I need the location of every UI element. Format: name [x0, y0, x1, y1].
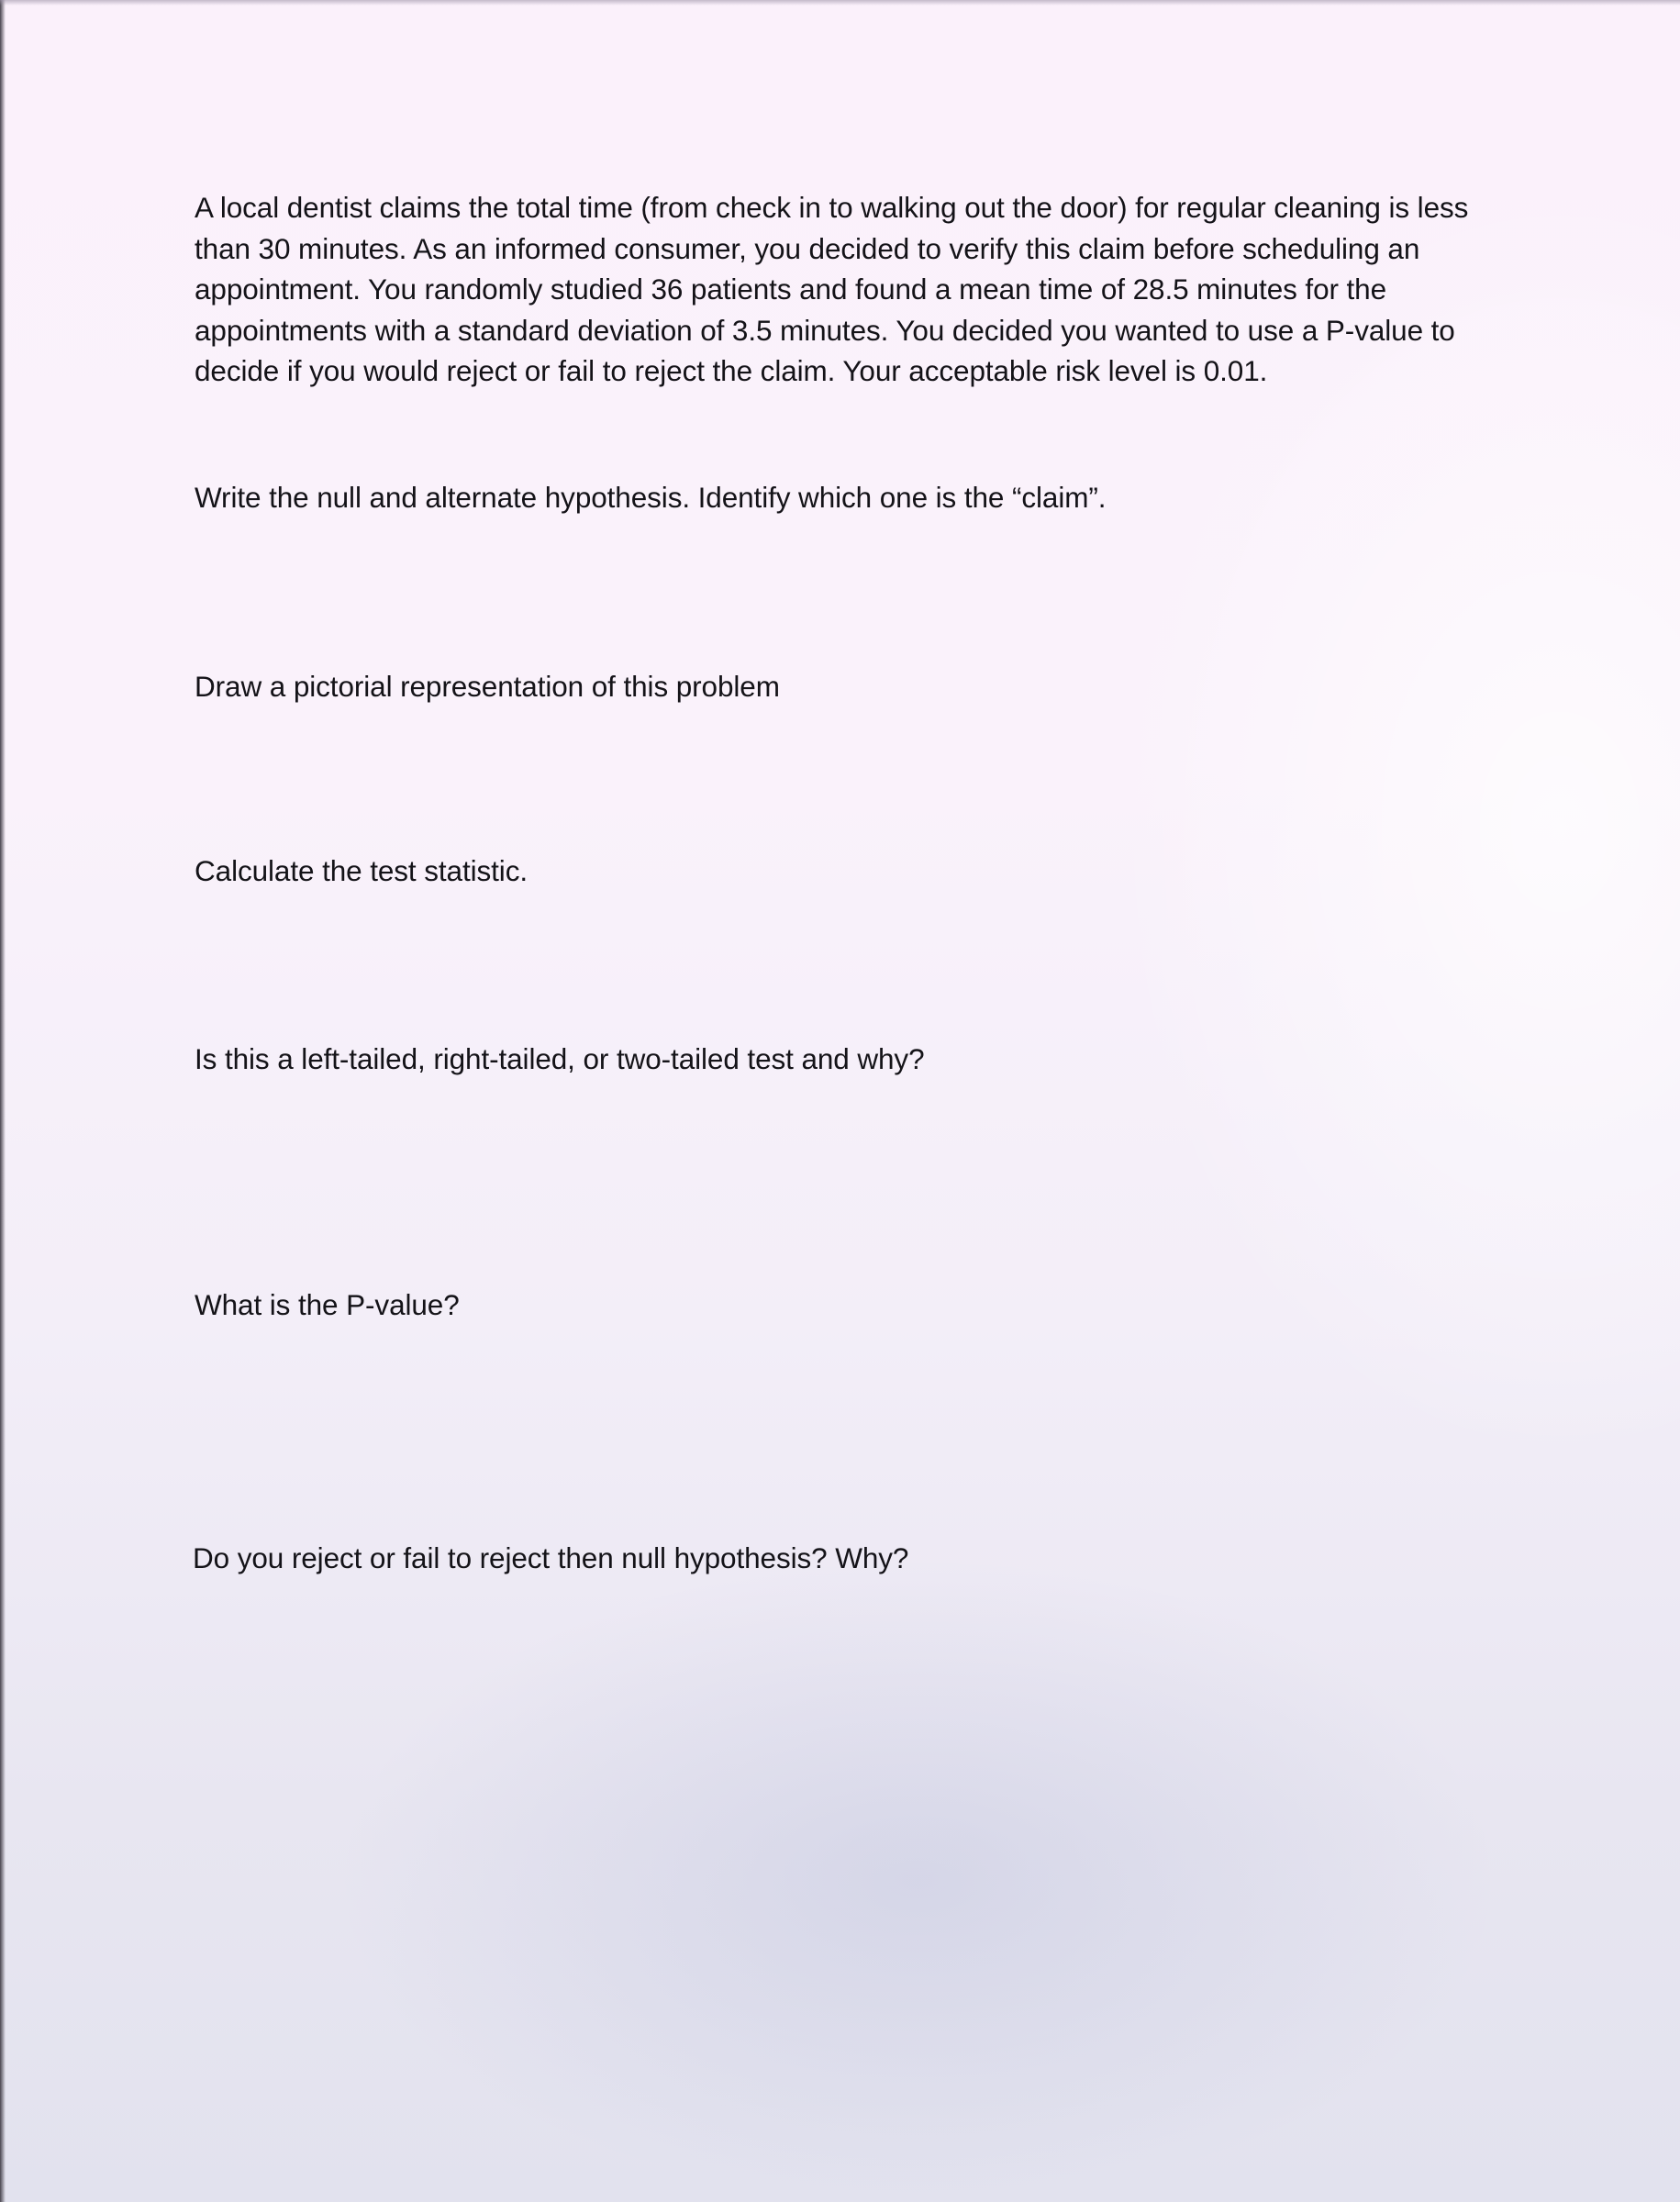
paper-top-edge-shadow: [0, 0, 1680, 6]
question-pictorial: Draw a pictorial representation of this problem: [195, 670, 780, 703]
question-tail-type: Is this a left-tailed, right-tailed, or two-tailed test and why?: [195, 1042, 925, 1075]
question-hypothesis: Write the null and alternate hypothesis. Identify which one is the “claim”.: [195, 481, 1107, 514]
question-p-value: What is the P-value?: [195, 1288, 460, 1321]
problem-line: appointment. You randomly studied 36 patients and found a mean time of 28.5 minutes for the: [195, 272, 1387, 306]
question-test-statistic: Calculate the test statistic.: [195, 854, 528, 887]
paper-left-edge-shadow: [0, 0, 6, 2202]
problem-line: appointments with a standard deviation of 3.5 minutes. You decided you wanted to use a P-value to: [195, 313, 1455, 347]
problem-line: A local dentist claims the total time (from check in to walking out the door) for regular cleaning is less: [195, 191, 1469, 224]
problem-line: than 30 minutes. As an informed consumer, you decided to verify this claim before scheduling an: [195, 231, 1420, 265]
problem-line: decide if you would reject or fail to reject the claim. Your acceptable risk level is 0.01.: [195, 354, 1268, 387]
question-decision: Do you reject or fail to reject then null hypothesis? Why?: [193, 1541, 909, 1574]
problem-statement: [195, 187, 1468, 392]
